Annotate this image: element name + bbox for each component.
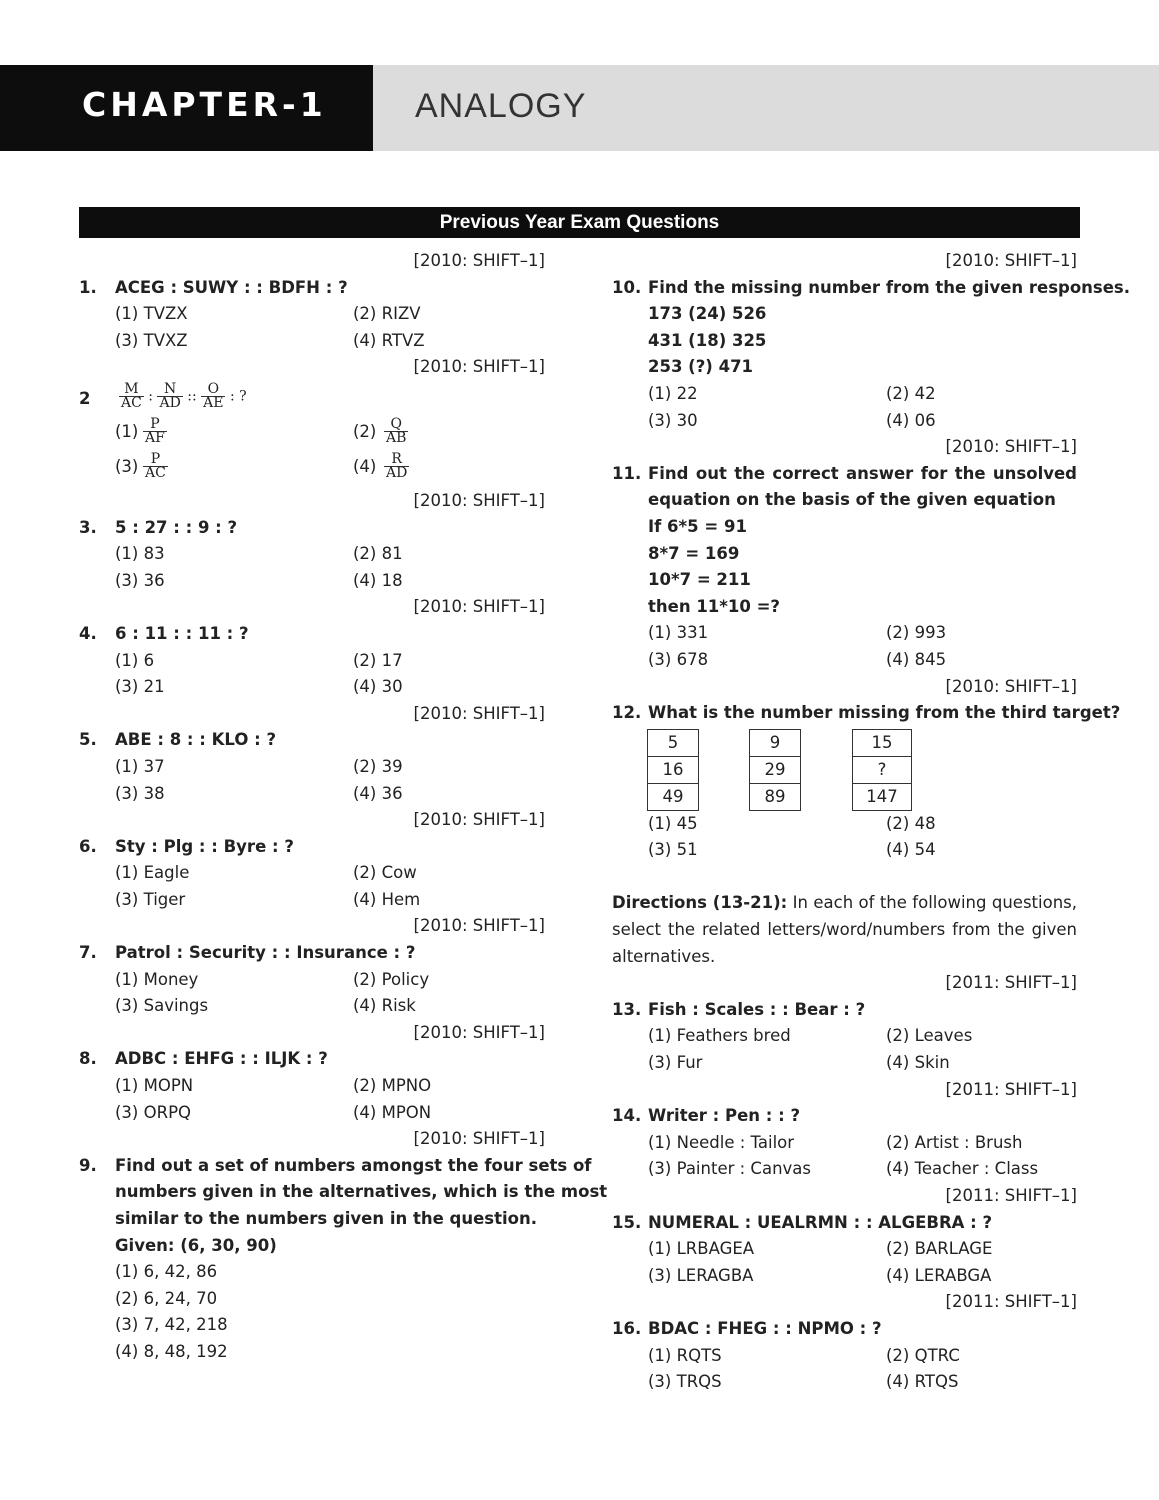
question-13: 13. Fish : Scales : : Bear : ? bbox=[612, 999, 866, 1019]
spacer bbox=[612, 864, 1077, 891]
directions-label: Directions (13-21): bbox=[612, 893, 788, 913]
left-column bbox=[79, 248, 608, 1366]
options-row: (1) Feathers bred (2) Leaves bbox=[648, 1026, 973, 1046]
options-row: (3) TRQS (4) RTQS bbox=[648, 1372, 959, 1392]
question-10: 10. Find the missing number from the given responses. bbox=[612, 277, 1131, 297]
option: (4) 8, 48, 192 bbox=[115, 1341, 228, 1361]
option: (1) 6, 42, 86 bbox=[115, 1262, 218, 1282]
option: (2) 6, 24, 70 bbox=[115, 1288, 218, 1308]
target-boxes bbox=[612, 727, 1077, 811]
options-row: (3) 678 (4) 845 bbox=[648, 649, 947, 669]
question-1: 1. ACEG : SUWY : : BDFH : ? bbox=[79, 277, 348, 297]
target-cell: 5 bbox=[648, 730, 698, 757]
exam-tag: [2010: SHIFT–1] bbox=[413, 703, 545, 723]
options-row: (3) Painter : Canvas (4) Teacher : Class bbox=[648, 1159, 1039, 1179]
question-10-line: 173 (24) 526 bbox=[648, 304, 767, 324]
target-cell: 147 bbox=[866, 786, 898, 806]
question-9: 9. Find out a set of numbers amongst the four sets of bbox=[79, 1155, 592, 1175]
section-banner: Previous Year Exam Questions bbox=[79, 207, 1080, 238]
options-row: (1) LRBAGEA (2) BARLAGE bbox=[648, 1239, 993, 1259]
options-row: (1) 6 (2) 17 bbox=[115, 650, 403, 670]
exam-tag: [2011: SHIFT–1] bbox=[945, 1292, 1077, 1312]
options-row: (3) $\frac{P}{AC}$ (4) $\frac{R}{AD}$ bbox=[115, 450, 408, 481]
right-column bbox=[612, 248, 1131, 1396]
question-11-line: If 6*5 = 91 bbox=[648, 516, 747, 536]
target-cell: ? bbox=[853, 757, 911, 784]
options-row: (1) RQTS (2) QTRC bbox=[648, 1345, 960, 1365]
exam-tag: [2010: SHIFT–1] bbox=[413, 490, 545, 510]
target-cell: 49 bbox=[662, 786, 684, 806]
question-4: 4. 6 : 11 : : 11 : ? bbox=[79, 623, 249, 643]
exam-tag: [2011: SHIFT–1] bbox=[945, 1079, 1077, 1099]
question-9-line: similar to the numbers given in the question. bbox=[115, 1209, 538, 1228]
question-9-line: numbers given in the alternatives, which is the most bbox=[115, 1182, 608, 1202]
options-row: (3) Tiger (4) Hem bbox=[115, 889, 421, 909]
directions-text bbox=[612, 890, 1077, 970]
question-9-given: Given: (6, 30, 90) bbox=[115, 1235, 277, 1255]
exam-tag: [2010: SHIFT–1] bbox=[945, 251, 1077, 270]
question-16: 16. BDAC : FHEG : : NPMO : ? bbox=[612, 1318, 882, 1338]
exam-tag: [2010: SHIFT–1] bbox=[413, 251, 545, 270]
options-row: (1) Money (2) Policy bbox=[115, 969, 430, 989]
question-11-line: 8*7 = 169 bbox=[648, 543, 740, 563]
options-row: (3) LERAGBA (4) LERABGA bbox=[648, 1265, 992, 1285]
question-11-line: then 11*10 =? bbox=[648, 596, 781, 616]
question-12: 12. What is the number missing from the third target? bbox=[612, 703, 1121, 723]
options-row: (3) 36 (4) 18 bbox=[115, 570, 403, 590]
options-row: (3) TVXZ (4) RTVZ bbox=[115, 330, 425, 350]
target-cell: 9 bbox=[750, 730, 800, 757]
exam-tag: [2010: SHIFT–1] bbox=[413, 597, 545, 617]
options-row: (1) $\frac{P}{AF}$ (2) $\frac{Q}{AB}$ bbox=[115, 415, 407, 446]
question-6: 6. Sty : Plg : : Byre : ? bbox=[79, 836, 294, 856]
chapter-number: CHAPTER-1 bbox=[82, 85, 327, 124]
question-2: 2 $\frac{M}{AC}$ : $\frac{N}{AD}$ :: $\frac{O}{AE}$ : ? bbox=[79, 380, 247, 411]
exam-tag: [2010: SHIFT–1] bbox=[945, 437, 1077, 457]
question-8: 8. ADBC : EHFG : : ILJK : ? bbox=[79, 1049, 328, 1069]
chapter-title: ANALOGY bbox=[415, 87, 587, 125]
options-row: (3) ORPQ (4) MPON bbox=[115, 1102, 432, 1122]
options-row: (1) 45 (2) 48 bbox=[648, 813, 936, 833]
options-row: (1) 22 (2) 42 bbox=[648, 383, 936, 403]
options-row: (3) Fur (4) Skin bbox=[648, 1053, 950, 1073]
chapter-label-block bbox=[0, 65, 373, 151]
options-row: (3) 51 (4) 54 bbox=[648, 840, 936, 860]
target-cell: 89 bbox=[764, 786, 786, 806]
exam-tag: [2010: SHIFT–1] bbox=[413, 1022, 545, 1042]
chapter-title-block bbox=[373, 65, 1159, 151]
exam-tag: [2010: SHIFT–1] bbox=[413, 916, 545, 936]
directions-body: In each of the following questions, select the related letters/word/numbers from the given alternatives. bbox=[612, 893, 1077, 966]
exam-tag: [2010: SHIFT–1] bbox=[413, 357, 545, 377]
question-15: 15. NUMERAL : UEALRMN : : ALGEBRA : ? bbox=[612, 1212, 993, 1232]
question-3: 3. 5 : 27 : : 9 : ? bbox=[79, 517, 238, 537]
options-row: (1) 83 (2) 81 bbox=[115, 544, 403, 564]
question-11: 11. Find out the correct answer for the unsolved bbox=[612, 463, 1077, 483]
target-cell: 29 bbox=[750, 757, 800, 784]
question-10-line: 253 (?) 471 bbox=[648, 357, 754, 377]
question-11-line: equation on the basis of the given equation bbox=[648, 490, 1056, 510]
options-row: (1) 331 (2) 993 bbox=[648, 623, 947, 643]
target-box bbox=[749, 729, 801, 811]
options-row: (1) MOPN (2) MPNO bbox=[115, 1076, 432, 1096]
options-row: (3) Savings (4) Risk bbox=[115, 996, 416, 1016]
exam-tag: [2011: SHIFT–1] bbox=[945, 973, 1077, 993]
options-row: (1) Eagle (2) Cow bbox=[115, 863, 417, 883]
exam-tag: [2011: SHIFT–1] bbox=[945, 1186, 1077, 1205]
options-row: (1) 37 (2) 39 bbox=[115, 756, 403, 776]
question-7: 7. Patrol : Security : : Insurance : ? bbox=[79, 943, 416, 963]
exam-tag: [2010: SHIFT–1] bbox=[413, 1129, 545, 1149]
target-box bbox=[852, 729, 912, 811]
question-11-line: 10*7 = 211 bbox=[648, 570, 751, 590]
target-cell: 16 bbox=[648, 757, 698, 784]
options-row: (3) 38 (4) 36 bbox=[115, 783, 403, 803]
question-14: 14. Writer : Pen : : ? bbox=[612, 1106, 801, 1126]
question-5: 5. ABE : 8 : : KLO : ? bbox=[79, 730, 277, 750]
exam-tag: [2010: SHIFT–1] bbox=[945, 676, 1077, 696]
options-row: (1) TVZX (2) RIZV bbox=[115, 304, 421, 324]
exam-tag: [2010: SHIFT–1] bbox=[413, 810, 545, 830]
target-box bbox=[647, 729, 699, 811]
option: (3) 7, 42, 218 bbox=[115, 1315, 228, 1335]
question-10-line: 431 (18) 325 bbox=[648, 330, 767, 350]
target-cell: 15 bbox=[853, 730, 911, 757]
options-row: (3) 30 (4) 06 bbox=[648, 410, 936, 430]
options-row: (3) 21 (4) 30 bbox=[115, 677, 403, 697]
options-row: (1) Needle : Tailor (2) Artist : Brush bbox=[648, 1132, 1023, 1152]
